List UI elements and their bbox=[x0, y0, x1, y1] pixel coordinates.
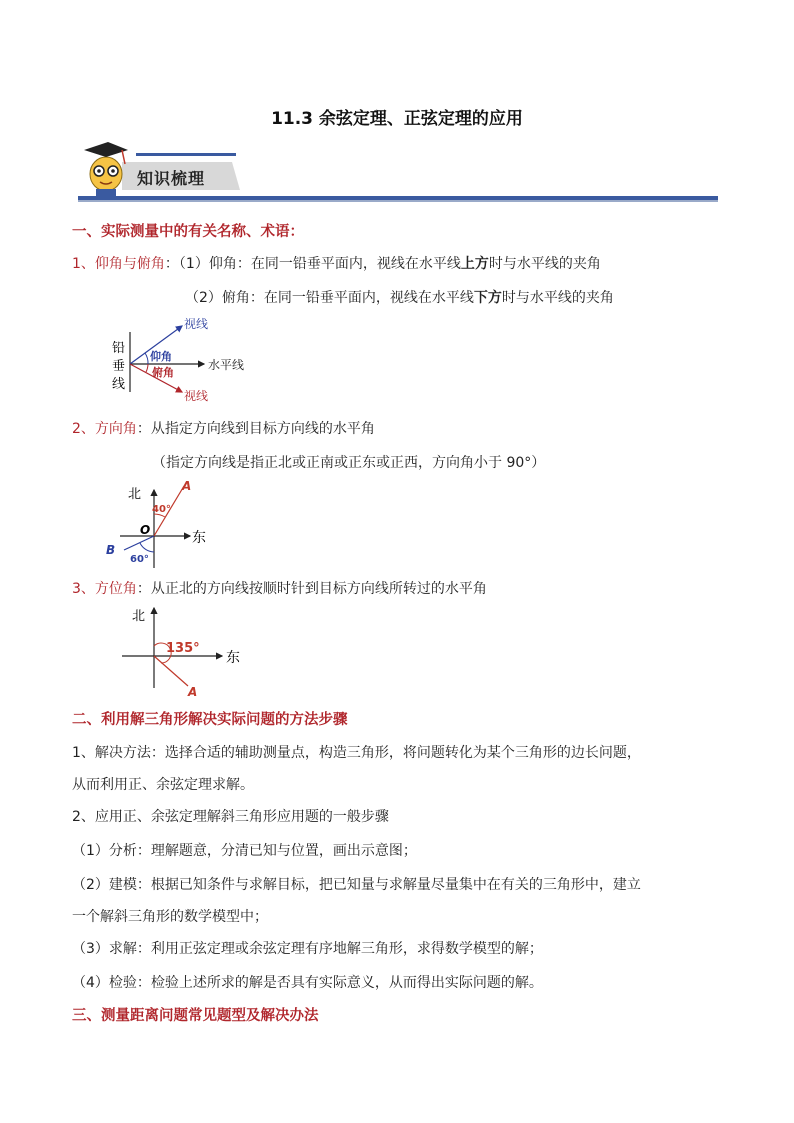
item2-term: 方向角 bbox=[94, 421, 137, 437]
step-solve: （3）求解：利用正弦定理或余弦定理有序地解三角形，求得数学模型的解； bbox=[72, 941, 543, 957]
item2-number: 2、 bbox=[72, 421, 95, 437]
item1-text: ：（1）仰角：在同一铅垂平面内，视线在水平线 bbox=[164, 256, 461, 272]
item2-text: ：从指定方向线到目标方向线的水平角 bbox=[136, 421, 375, 437]
horizontal-label: 水平线 bbox=[208, 358, 245, 372]
angle-A-label: 40° bbox=[152, 504, 171, 515]
item3-text: ：从正北的方向线按顺时针到目标方向线所转过的水平角 bbox=[136, 581, 487, 597]
plumb-char-3: 线 bbox=[112, 377, 126, 392]
item1-bold: 上方 bbox=[460, 256, 489, 272]
north-label: 北 bbox=[132, 609, 146, 624]
item2-note: （指定方向线是指正北或正南或正东或正西，方向角小于 90°） bbox=[152, 455, 546, 471]
east-label: 东 bbox=[192, 530, 206, 546]
item3-line bbox=[72, 578, 487, 598]
method-line2: 从而利用正、余弦定理求解。 bbox=[72, 777, 254, 793]
plumb-char-2: 垂 bbox=[112, 359, 126, 374]
elevation-label: 仰角 bbox=[150, 350, 172, 363]
step-modeling-line2: 一个解斜三角形的数学模型中； bbox=[72, 909, 268, 925]
elevation-depression-figure bbox=[100, 312, 280, 406]
item1-line2-text: （2）俯角：在同一铅垂平面内，视线在水平线 bbox=[185, 290, 474, 306]
point-A-label: A bbox=[188, 685, 198, 698]
ray-B bbox=[124, 536, 154, 550]
item1-line2 bbox=[185, 287, 614, 307]
banner-label: 知识梳理 bbox=[137, 169, 206, 188]
bearing-figure bbox=[112, 604, 252, 698]
item1-number: 1、 bbox=[72, 256, 95, 272]
steps-intro: 2、应用正、余弦定理解斜三角形应用题的一般步骤 bbox=[72, 809, 389, 825]
upper-sight-label: 视线 bbox=[184, 317, 209, 331]
item1-line1 bbox=[72, 253, 601, 273]
east-label: 东 bbox=[226, 650, 240, 666]
item1-line2-bold: 下方 bbox=[473, 290, 502, 306]
angle-label: 135° bbox=[166, 641, 200, 656]
section3-heading: 三、测量距离问题常见题型及解决办法 bbox=[72, 1008, 319, 1024]
step-analysis: （1）分析：理解题意，分清已知与位置，画出示意图； bbox=[72, 843, 417, 859]
item1-term: 仰角与俯角 bbox=[94, 256, 165, 272]
origin-label: O bbox=[140, 523, 151, 537]
plumb-char-1: 铅 bbox=[112, 341, 126, 356]
page-title: 11.3 余弦定理、正弦定理的应用 bbox=[271, 109, 523, 129]
section2-heading: 二、利用解三角形解决实际问题的方法步骤 bbox=[72, 712, 348, 728]
mascot-icon bbox=[84, 142, 128, 196]
item3-term: 方位角 bbox=[94, 581, 137, 597]
depression-label: 俯角 bbox=[152, 366, 174, 379]
item2-line bbox=[72, 418, 375, 438]
item1-line2-end: 时与水平线的夹角 bbox=[501, 290, 614, 306]
point-A-label: A bbox=[182, 479, 192, 493]
lower-sight-label: 视线 bbox=[184, 389, 209, 403]
item3-number: 3、 bbox=[72, 581, 95, 597]
angle-B-label: 60° bbox=[130, 554, 149, 565]
direction-angle-figure bbox=[100, 476, 230, 574]
step-verify: （4）检验：检验上述所求的解是否具有实际意义，从而得出实际问题的解。 bbox=[72, 975, 543, 991]
north-label: 北 bbox=[128, 487, 142, 502]
ray-A bbox=[154, 656, 188, 686]
step-modeling-line1: （2）建模：根据已知条件与求解目标，把已知量与求解量尽量集中在有关的三角形中，建立 bbox=[72, 877, 641, 893]
method-line1: 1、解决方法：选择合适的辅助测量点，构造三角形，将问题转化为某个三角形的边长问题， bbox=[72, 745, 641, 761]
item1-text-end: 时与水平线的夹角 bbox=[488, 256, 601, 272]
section1-heading: 一、实际测量中的有关名称、术语： bbox=[72, 224, 304, 240]
point-B-label: B bbox=[106, 543, 116, 557]
